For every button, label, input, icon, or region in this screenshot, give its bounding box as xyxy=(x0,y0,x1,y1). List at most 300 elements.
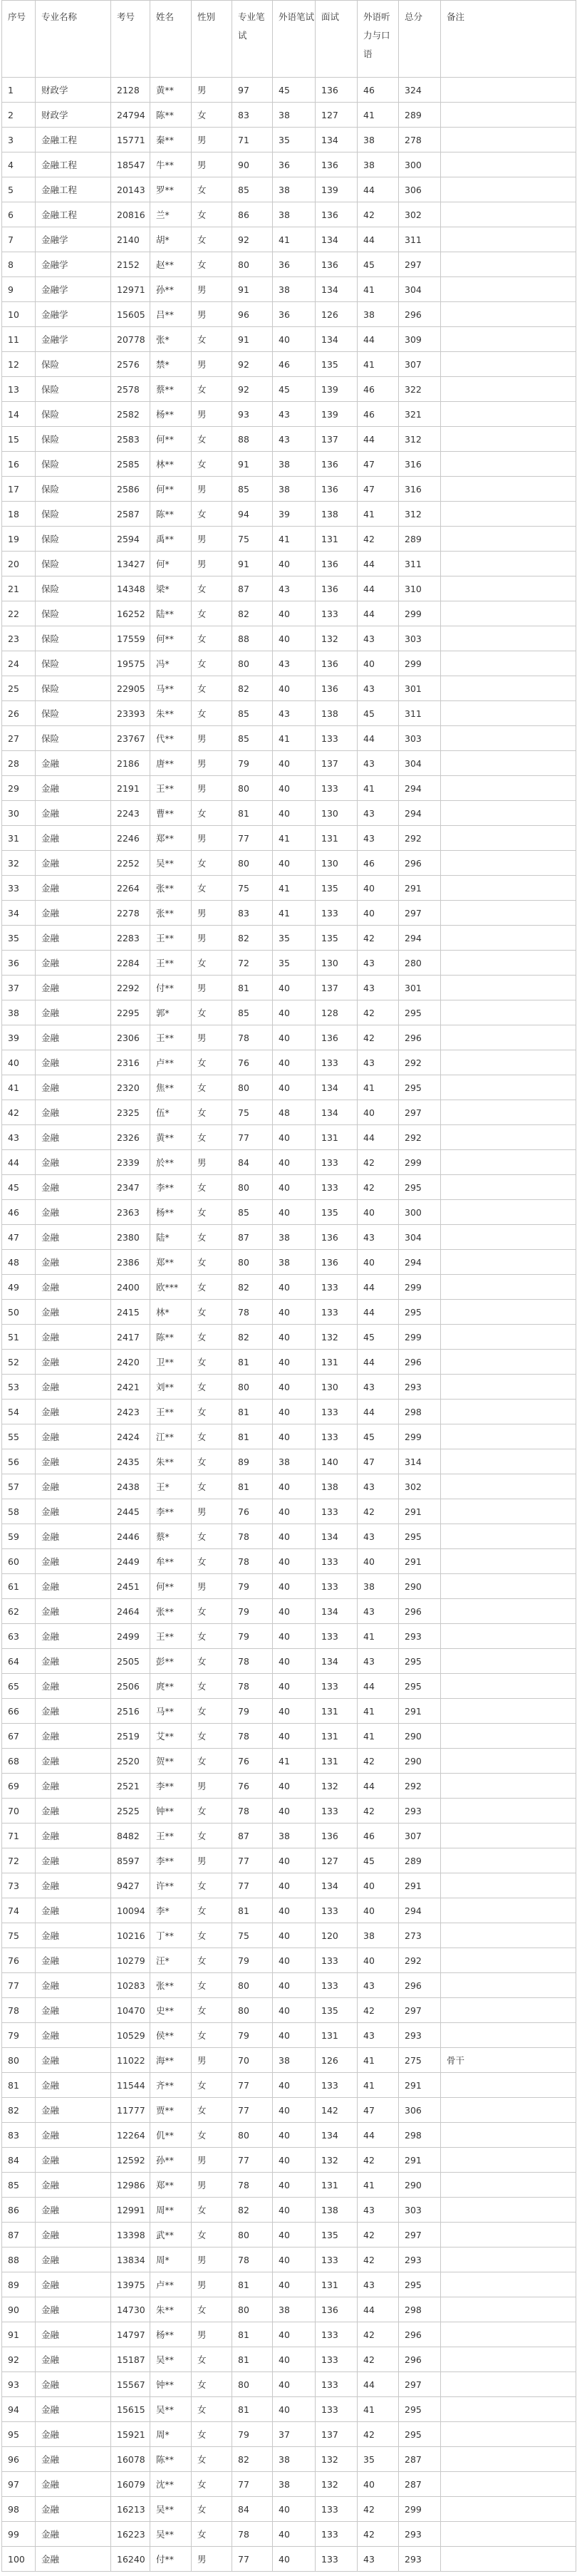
listening-oral-cell: 42 xyxy=(358,1799,399,1824)
table-row xyxy=(2,103,576,128)
total-cell: 295 xyxy=(399,1649,441,1674)
remark-cell xyxy=(441,2497,576,2522)
gender-cell: 女 xyxy=(192,1649,232,1674)
major-cell: 财政学 xyxy=(36,78,111,103)
table-row xyxy=(2,427,576,452)
foreign-written-cell: 38 xyxy=(273,2472,316,2497)
interview-cell: 126 xyxy=(316,2048,358,2073)
major-written-cell: 81 xyxy=(232,1474,273,1499)
major-cell: 金融 xyxy=(36,1898,111,1923)
index-cell: 34 xyxy=(2,901,36,926)
gender-cell: 男 xyxy=(192,152,232,177)
gender-cell: 女 xyxy=(192,1524,232,1549)
remark-cell xyxy=(441,327,576,352)
foreign-written-cell: 40 xyxy=(273,2198,316,2223)
remark-cell xyxy=(441,2148,576,2173)
name-cell: 胡* xyxy=(150,227,192,252)
table-row xyxy=(2,676,576,701)
major-cell: 金融 xyxy=(36,1050,111,1075)
total-cell: 299 xyxy=(399,651,441,676)
major-written-cell: 79 xyxy=(232,1624,273,1649)
listening-oral-cell: 42 xyxy=(358,1000,399,1025)
name-cell: 武** xyxy=(150,2223,192,2247)
remark-cell xyxy=(441,552,576,576)
total-cell: 294 xyxy=(399,801,441,826)
major-written-cell: 92 xyxy=(232,377,273,402)
name-cell: 蔡* xyxy=(150,1524,192,1549)
foreign-written-cell: 40 xyxy=(273,1025,316,1050)
exam-id-cell: 2594 xyxy=(111,527,150,552)
gender-cell: 女 xyxy=(192,1599,232,1624)
major-written-cell: 70 xyxy=(232,2048,273,2073)
exam-id-cell: 16240 xyxy=(111,2547,150,2572)
index-cell: 92 xyxy=(2,2347,36,2372)
foreign-written-cell: 40 xyxy=(273,1998,316,2023)
major-written-cell: 77 xyxy=(232,2547,273,2572)
gender-cell: 女 xyxy=(192,452,232,477)
remark-cell xyxy=(441,2397,576,2422)
header-interview: 面试 xyxy=(316,1,358,78)
remark-cell xyxy=(441,2447,576,2472)
exam-id-cell: 2451 xyxy=(111,1574,150,1599)
index-cell: 91 xyxy=(2,2322,36,2347)
exam-id-cell: 11777 xyxy=(111,2098,150,2123)
exam-id-cell: 2246 xyxy=(111,826,150,851)
interview-cell: 132 xyxy=(316,1774,358,1799)
exam-id-cell: 2325 xyxy=(111,1100,150,1125)
major-cell: 保险 xyxy=(36,352,111,377)
foreign-written-cell: 40 xyxy=(273,1275,316,1300)
name-cell: 仉** xyxy=(150,2123,192,2148)
major-cell: 金融工程 xyxy=(36,152,111,177)
foreign-written-cell: 40 xyxy=(273,1948,316,1973)
interview-cell: 137 xyxy=(316,427,358,452)
interview-cell: 135 xyxy=(316,1998,358,2023)
gender-cell: 男 xyxy=(192,976,232,1000)
foreign-written-cell: 40 xyxy=(273,1075,316,1100)
index-cell: 40 xyxy=(2,1050,36,1075)
name-cell: 付** xyxy=(150,2547,192,2572)
table-row xyxy=(2,926,576,951)
major-written-cell: 91 xyxy=(232,552,273,576)
interview-cell: 133 xyxy=(316,1150,358,1175)
remark-cell xyxy=(441,302,576,327)
major-written-cell: 77 xyxy=(232,1873,273,1898)
total-cell: 297 xyxy=(399,2223,441,2247)
remark-cell xyxy=(441,402,576,427)
exam-id-cell: 2582 xyxy=(111,402,150,427)
total-cell: 306 xyxy=(399,177,441,202)
total-cell: 301 xyxy=(399,976,441,1000)
exam-id-cell: 2278 xyxy=(111,901,150,926)
major-written-cell: 82 xyxy=(232,2198,273,2223)
total-cell: 295 xyxy=(399,2422,441,2447)
major-cell: 保险 xyxy=(36,377,111,402)
name-cell: 杨** xyxy=(150,1200,192,1225)
index-cell: 49 xyxy=(2,1275,36,1300)
foreign-written-cell: 41 xyxy=(273,227,316,252)
gender-cell: 女 xyxy=(192,2073,232,2098)
interview-cell: 133 xyxy=(316,2322,358,2347)
table-row xyxy=(2,751,576,776)
foreign-written-cell: 40 xyxy=(273,1300,316,1325)
total-cell: 324 xyxy=(399,78,441,103)
listening-oral-cell: 40 xyxy=(358,1200,399,1225)
gender-cell: 女 xyxy=(192,1300,232,1325)
major-written-cell: 80 xyxy=(232,776,273,801)
foreign-written-cell: 41 xyxy=(273,726,316,751)
gender-cell: 女 xyxy=(192,2347,232,2372)
index-cell: 42 xyxy=(2,1100,36,1125)
index-cell: 58 xyxy=(2,1499,36,1524)
major-cell: 保险 xyxy=(36,626,111,651)
major-cell: 金融 xyxy=(36,2322,111,2347)
major-cell: 金融 xyxy=(36,1774,111,1799)
index-cell: 83 xyxy=(2,2123,36,2148)
name-cell: 沈** xyxy=(150,2472,192,2497)
table-row xyxy=(2,128,576,152)
listening-oral-cell: 42 xyxy=(358,527,399,552)
exam-id-cell: 2284 xyxy=(111,951,150,976)
interview-cell: 133 xyxy=(316,776,358,801)
major-cell: 金融 xyxy=(36,2173,111,2198)
index-cell: 10 xyxy=(2,302,36,327)
name-cell: 赵** xyxy=(150,252,192,277)
index-cell: 19 xyxy=(2,527,36,552)
total-cell: 293 xyxy=(399,2023,441,2048)
index-cell: 81 xyxy=(2,2073,36,2098)
major-written-cell: 78 xyxy=(232,1549,273,1574)
major-written-cell: 85 xyxy=(232,701,273,726)
foreign-written-cell: 41 xyxy=(273,527,316,552)
interview-cell: 136 xyxy=(316,651,358,676)
major-written-cell: 80 xyxy=(232,1250,273,1275)
gender-cell: 女 xyxy=(192,2372,232,2397)
index-cell: 84 xyxy=(2,2148,36,2173)
major-written-cell: 83 xyxy=(232,901,273,926)
remark-cell: 骨干 xyxy=(441,2048,576,2073)
major-cell: 金融 xyxy=(36,1275,111,1300)
table-row xyxy=(2,1200,576,1225)
major-written-cell: 82 xyxy=(232,926,273,951)
gender-cell: 女 xyxy=(192,2098,232,2123)
listening-oral-cell: 41 xyxy=(358,2173,399,2198)
name-cell: 卢** xyxy=(150,1050,192,1075)
name-cell: 陈** xyxy=(150,1325,192,1350)
index-cell: 18 xyxy=(2,502,36,527)
exam-id-cell: 2140 xyxy=(111,227,150,252)
remark-cell xyxy=(441,1948,576,1973)
index-cell: 93 xyxy=(2,2372,36,2397)
table-row xyxy=(2,1948,576,1973)
gender-cell: 女 xyxy=(192,2297,232,2322)
remark-cell xyxy=(441,2173,576,2198)
name-cell: 贾** xyxy=(150,2098,192,2123)
interview-cell: 132 xyxy=(316,2472,358,2497)
listening-oral-cell: 38 xyxy=(358,1923,399,1948)
index-cell: 64 xyxy=(2,1649,36,1674)
index-cell: 38 xyxy=(2,1000,36,1025)
listening-oral-cell: 43 xyxy=(358,976,399,1000)
total-cell: 303 xyxy=(399,626,441,651)
remark-cell xyxy=(441,1699,576,1724)
gender-cell: 女 xyxy=(192,601,232,626)
major-cell: 金融 xyxy=(36,2272,111,2297)
index-cell: 51 xyxy=(2,1325,36,1350)
table-row xyxy=(2,2297,576,2322)
remark-cell xyxy=(441,128,576,152)
listening-oral-cell: 43 xyxy=(358,1375,399,1400)
foreign-written-cell: 38 xyxy=(273,103,316,128)
foreign-written-cell: 40 xyxy=(273,1325,316,1350)
total-cell: 295 xyxy=(399,1524,441,1549)
remark-cell xyxy=(441,527,576,552)
table-row xyxy=(2,1225,576,1250)
index-cell: 35 xyxy=(2,926,36,951)
total-cell: 295 xyxy=(399,1075,441,1100)
major-cell: 保险 xyxy=(36,527,111,552)
index-cell: 76 xyxy=(2,1948,36,1973)
table-row xyxy=(2,1499,576,1524)
remark-cell xyxy=(441,951,576,976)
total-cell: 295 xyxy=(399,1300,441,1325)
total-cell: 314 xyxy=(399,1449,441,1474)
total-cell: 273 xyxy=(399,1923,441,1948)
name-cell: 代** xyxy=(150,726,192,751)
gender-cell: 女 xyxy=(192,1350,232,1375)
exam-id-cell: 2586 xyxy=(111,477,150,502)
interview-cell: 127 xyxy=(316,1848,358,1873)
remark-cell xyxy=(441,1898,576,1923)
listening-oral-cell: 40 xyxy=(358,1250,399,1275)
major-cell: 金融 xyxy=(36,1025,111,1050)
exam-id-cell: 14348 xyxy=(111,576,150,601)
gender-cell: 女 xyxy=(192,576,232,601)
exam-id-cell: 8482 xyxy=(111,1824,150,1848)
total-cell: 299 xyxy=(399,1275,441,1300)
major-written-cell: 94 xyxy=(232,502,273,527)
name-cell: 朱** xyxy=(150,1449,192,1474)
exam-id-cell: 2435 xyxy=(111,1449,150,1474)
listening-oral-cell: 44 xyxy=(358,2297,399,2322)
remark-cell xyxy=(441,726,576,751)
remark-cell xyxy=(441,277,576,302)
table-row xyxy=(2,302,576,327)
table-row xyxy=(2,1075,576,1100)
total-cell: 291 xyxy=(399,1873,441,1898)
name-cell: 齐** xyxy=(150,2073,192,2098)
major-written-cell: 82 xyxy=(232,601,273,626)
total-cell: 293 xyxy=(399,1799,441,1824)
major-written-cell: 78 xyxy=(232,1649,273,1674)
exam-id-cell: 14730 xyxy=(111,2297,150,2322)
interview-cell: 133 xyxy=(316,726,358,751)
major-cell: 金融 xyxy=(36,1649,111,1674)
remark-cell xyxy=(441,1774,576,1799)
interview-cell: 133 xyxy=(316,1948,358,1973)
gender-cell: 女 xyxy=(192,1749,232,1774)
listening-oral-cell: 43 xyxy=(358,1474,399,1499)
total-cell: 293 xyxy=(399,1375,441,1400)
name-cell: 张** xyxy=(150,876,192,901)
interview-cell: 136 xyxy=(316,202,358,227)
listening-oral-cell: 40 xyxy=(358,651,399,676)
exam-id-cell: 2363 xyxy=(111,1200,150,1225)
exam-id-cell: 2423 xyxy=(111,1400,150,1424)
index-cell: 9 xyxy=(2,277,36,302)
gender-cell: 男 xyxy=(192,2048,232,2073)
index-cell: 15 xyxy=(2,427,36,452)
total-cell: 291 xyxy=(399,2073,441,2098)
exam-id-cell: 10529 xyxy=(111,2023,150,2048)
exam-id-cell: 16213 xyxy=(111,2497,150,2522)
table-row xyxy=(2,1624,576,1649)
name-cell: 钟** xyxy=(150,1799,192,1824)
interview-cell: 134 xyxy=(316,327,358,352)
exam-id-cell: 23393 xyxy=(111,701,150,726)
interview-cell: 138 xyxy=(316,1474,358,1499)
table-row xyxy=(2,576,576,601)
remark-cell xyxy=(441,2223,576,2247)
name-cell: 侯** xyxy=(150,2023,192,2048)
name-cell: 王** xyxy=(150,776,192,801)
name-cell: 李** xyxy=(150,1848,192,1873)
total-cell: 275 xyxy=(399,2048,441,2073)
remark-cell xyxy=(441,1350,576,1375)
exam-id-cell: 15921 xyxy=(111,2422,150,2447)
exam-id-cell: 20143 xyxy=(111,177,150,202)
interview-cell: 133 xyxy=(316,1624,358,1649)
foreign-written-cell: 40 xyxy=(273,601,316,626)
foreign-written-cell: 39 xyxy=(273,502,316,527)
name-cell: 陈** xyxy=(150,103,192,128)
gender-cell: 女 xyxy=(192,103,232,128)
major-cell: 金融学 xyxy=(36,227,111,252)
major-written-cell: 85 xyxy=(232,477,273,502)
foreign-written-cell: 40 xyxy=(273,2023,316,2048)
major-written-cell: 79 xyxy=(232,2023,273,2048)
table-row xyxy=(2,252,576,277)
interview-cell: 134 xyxy=(316,1599,358,1624)
foreign-written-cell: 40 xyxy=(273,1125,316,1150)
major-cell: 金融工程 xyxy=(36,202,111,227)
listening-oral-cell: 46 xyxy=(358,402,399,427)
exam-id-cell: 2449 xyxy=(111,1549,150,1574)
major-cell: 金融 xyxy=(36,2522,111,2547)
listening-oral-cell: 42 xyxy=(358,2223,399,2247)
gender-cell: 女 xyxy=(192,801,232,826)
index-cell: 89 xyxy=(2,2272,36,2297)
exam-id-cell: 2152 xyxy=(111,252,150,277)
exam-id-cell: 2400 xyxy=(111,1275,150,1300)
name-cell: 李** xyxy=(150,1499,192,1524)
major-written-cell: 76 xyxy=(232,1499,273,1524)
total-cell: 310 xyxy=(399,576,441,601)
major-written-cell: 82 xyxy=(232,1325,273,1350)
name-cell: 王** xyxy=(150,1624,192,1649)
index-cell: 71 xyxy=(2,1824,36,1848)
remark-cell xyxy=(441,576,576,601)
major-cell: 金融 xyxy=(36,826,111,851)
name-cell: 吴** xyxy=(150,2347,192,2372)
interview-cell: 132 xyxy=(316,2148,358,2173)
major-written-cell: 76 xyxy=(232,1774,273,1799)
index-cell: 41 xyxy=(2,1075,36,1100)
gender-cell: 女 xyxy=(192,1923,232,1948)
table-row xyxy=(2,2173,576,2198)
listening-oral-cell: 41 xyxy=(358,277,399,302)
interview-cell: 131 xyxy=(316,2023,358,2048)
index-cell: 53 xyxy=(2,1375,36,1400)
gender-cell: 女 xyxy=(192,1050,232,1075)
exam-id-cell: 12986 xyxy=(111,2173,150,2198)
exam-id-cell: 10216 xyxy=(111,1923,150,1948)
index-cell: 47 xyxy=(2,1225,36,1250)
total-cell: 289 xyxy=(399,1848,441,1873)
gender-cell: 女 xyxy=(192,1824,232,1848)
remark-cell xyxy=(441,152,576,177)
table-row xyxy=(2,851,576,876)
exam-id-cell: 9427 xyxy=(111,1873,150,1898)
listening-oral-cell: 41 xyxy=(358,1724,399,1749)
listening-oral-cell: 44 xyxy=(358,1300,399,1325)
foreign-written-cell: 43 xyxy=(273,576,316,601)
total-cell: 294 xyxy=(399,926,441,951)
index-cell: 72 xyxy=(2,1848,36,1873)
interview-cell: 134 xyxy=(316,2123,358,2148)
table-row xyxy=(2,1998,576,2023)
name-cell: 朱** xyxy=(150,2297,192,2322)
total-cell: 297 xyxy=(399,1998,441,2023)
foreign-written-cell: 40 xyxy=(273,552,316,576)
remark-cell xyxy=(441,1848,576,1873)
interview-cell: 139 xyxy=(316,402,358,427)
listening-oral-cell: 47 xyxy=(358,452,399,477)
gender-cell: 女 xyxy=(192,1175,232,1200)
gender-cell: 女 xyxy=(192,227,232,252)
interview-cell: 131 xyxy=(316,2173,358,2198)
remark-cell xyxy=(441,2322,576,2347)
major-written-cell: 82 xyxy=(232,2447,273,2472)
remark-cell xyxy=(441,801,576,826)
name-cell: 何** xyxy=(150,477,192,502)
exam-id-cell: 2306 xyxy=(111,1025,150,1050)
major-written-cell: 96 xyxy=(232,302,273,327)
index-cell: 60 xyxy=(2,1549,36,1574)
index-cell: 31 xyxy=(2,826,36,851)
major-cell: 金融学 xyxy=(36,277,111,302)
remark-cell xyxy=(441,177,576,202)
table-row xyxy=(2,327,576,352)
major-cell: 金融 xyxy=(36,2472,111,2497)
total-cell: 297 xyxy=(399,1100,441,1125)
major-written-cell: 91 xyxy=(232,452,273,477)
gender-cell: 男 xyxy=(192,2247,232,2272)
exam-id-cell: 2252 xyxy=(111,851,150,876)
major-written-cell: 83 xyxy=(232,103,273,128)
name-cell: 马** xyxy=(150,1699,192,1724)
total-cell: 298 xyxy=(399,2123,441,2148)
score-table xyxy=(1,0,576,2572)
interview-cell: 135 xyxy=(316,1200,358,1225)
total-cell: 291 xyxy=(399,2148,441,2173)
interview-cell: 131 xyxy=(316,527,358,552)
interview-cell: 136 xyxy=(316,252,358,277)
major-cell: 金融 xyxy=(36,1948,111,1973)
index-cell: 6 xyxy=(2,202,36,227)
foreign-written-cell: 43 xyxy=(273,651,316,676)
listening-oral-cell: 43 xyxy=(358,951,399,976)
